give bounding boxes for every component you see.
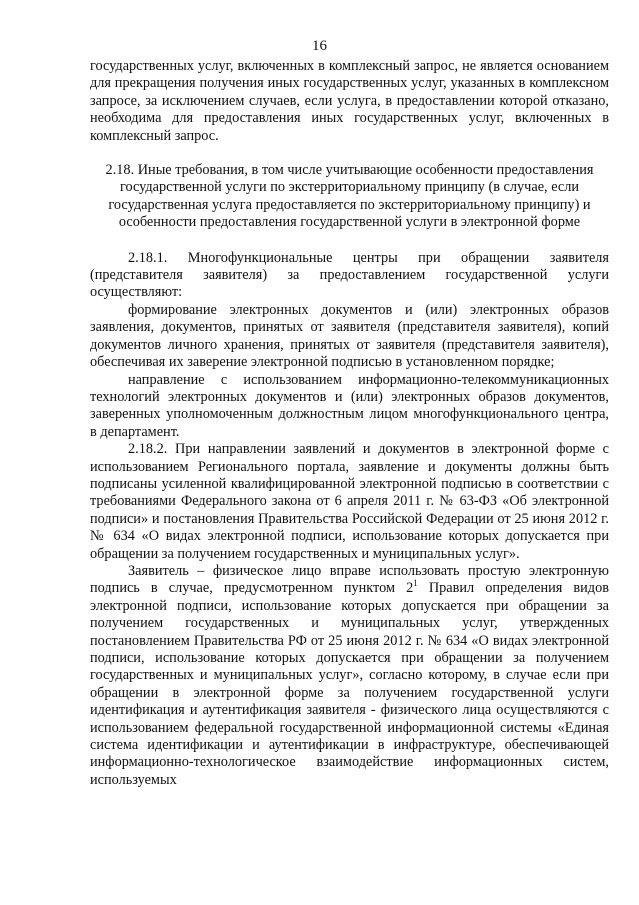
document-body	[90, 58, 609, 789]
paragraph-forming-documents: формирование электронных документов и (или) электронных образов заявления, документов, принятых от заявителя (представителя заявителя), копий документов личного хранения, принятых от заявителя (представителя заявителя), обеспечивая их заверение электронной подписью в установленном порядке;	[90, 301, 609, 371]
paragraph-text: При направлении заявлений и документов в электронной форме с использованием Регионального портала, заявление и документы должны быть подписаны усиленной квалифицированной электронной подписью в соответствии с требованиями Федерального закона от 6 апреля 2011 г. № 63-ФЗ «Об электронной подписи» и постановления Правительства Российской Федерации от 25 июня 2012 г. № 634 «О видах электронной подписи, использование которых допускается при обращении за получением государственных и муниципальных услуг».	[90, 441, 609, 562]
paragraph-text: Многофункциональные центры при обращении заявителя (представителя заявителя) за предоставлением государственной услуги осуществляют:	[90, 249, 609, 301]
clause-number: 2.18.1.	[128, 249, 168, 266]
page-number: 16	[312, 38, 327, 54]
section-heading: 2.18. Иные требования, в том числе учитывающие особенности предоставления государственной услуги по экстерриториальному принципу (в случае, если государственная услуга предоставляется по экстерриториальному принципу) и особенности предоставления государственной услуги в электронной форме	[105, 162, 594, 231]
paragraph-2-18-1	[90, 250, 609, 302]
paragraph-text: Заявитель – физическое лицо вправе использовать простую электронную подпись в случае, предусмотренном пунктом 2	[90, 562, 609, 597]
paragraph-text: Правил определения видов электронной подписи, использование которых допускается при обращении за получением государственных и муниципальных услуг, утвержденных постановлением Правительства РФ от 25 июня 2012 г. № 634 «О видах электронной подписи, использование которых допускается при обращении за получением государственных и муниципальных услуг», согласно которому, в случае если при обращении в электронной форме за получением государственной услуги идентификация и аутентификация заявителя - физического лица осуществляются с использованием федеральной государственной информационной системы «Единая система идентификации и аутентификации в инфраструктуре, обеспечивающей информационно-технологическое взаимодействие информационных систем, используемых	[90, 580, 609, 788]
clause-number: 2.18.2.	[128, 441, 168, 458]
footnote-superscript: 1	[413, 578, 418, 589]
paragraph-continuation: государственных услуг, включенных в комплексный запрос, не является основанием для прекращения получения иных государственных услуг, указанных в комплексном запросе, за исключением случаев, если услуга, в предоставлении которой отказано, необходима для предоставления иных государственных услуг, включенных в комплексный запрос.	[90, 58, 609, 144]
paragraph-simple-signature	[90, 563, 609, 789]
paragraph-sending-documents: направление с использованием информационно-телекоммуникационных технологий электронных документов и (или) электронных образов документов, заверенных уполномоченным должностным лицом многофункционального центра, в департамент.	[90, 371, 609, 440]
paragraph-2-18-2	[90, 441, 609, 563]
